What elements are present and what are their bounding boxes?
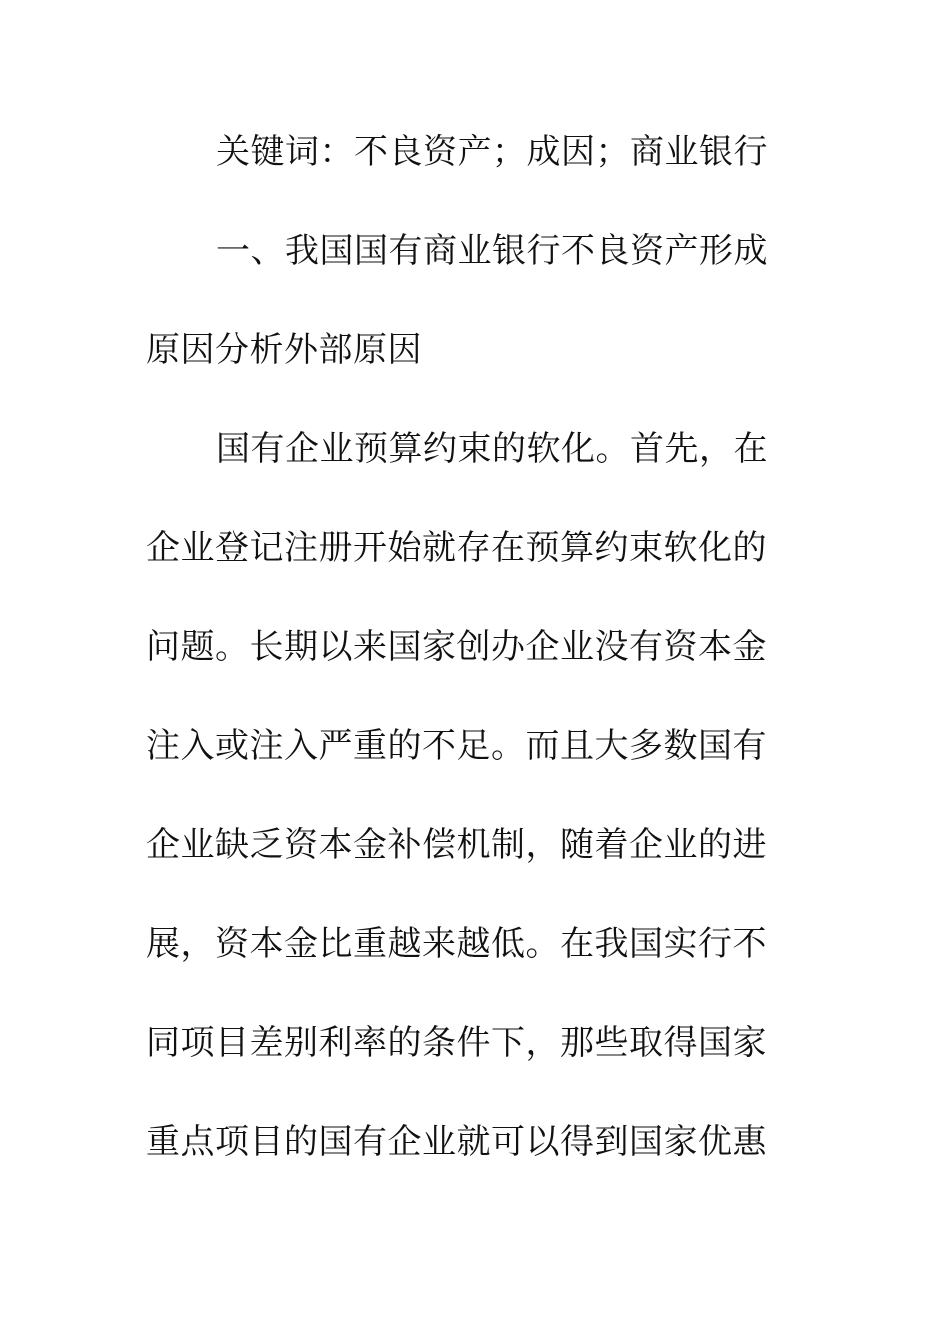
- paragraph-line: 问题。长期以来国家创办企业没有资本金: [146, 627, 767, 667]
- paragraph-line: 企业登记注册开始就存在预算约束软化的: [146, 528, 767, 568]
- paragraph-line: 展，资本金比重越来越低。在我国实行不: [146, 924, 767, 964]
- section-heading: 一、我国国有商业银行不良资产形成: [216, 231, 768, 271]
- paragraph-line: 重点项目的国有企业就可以得到国家优惠: [146, 1122, 767, 1162]
- paragraph-line: 注入或注入严重的不足。而且大多数国有: [146, 726, 767, 766]
- section-heading-continued: 原因分析外部原因: [146, 330, 422, 370]
- paragraph-line: 同项目差别利率的条件下，那些取得国家: [146, 1023, 767, 1063]
- paragraph-line: 企业缺乏资本金补偿机制，随着企业的进: [146, 825, 767, 865]
- document-body: [146, 122, 786, 1211]
- paragraph-line: 国有企业预算约束的软化。首先，在: [216, 429, 768, 469]
- keywords-line: 关键词：不良资产；成因；商业银行: [216, 132, 768, 172]
